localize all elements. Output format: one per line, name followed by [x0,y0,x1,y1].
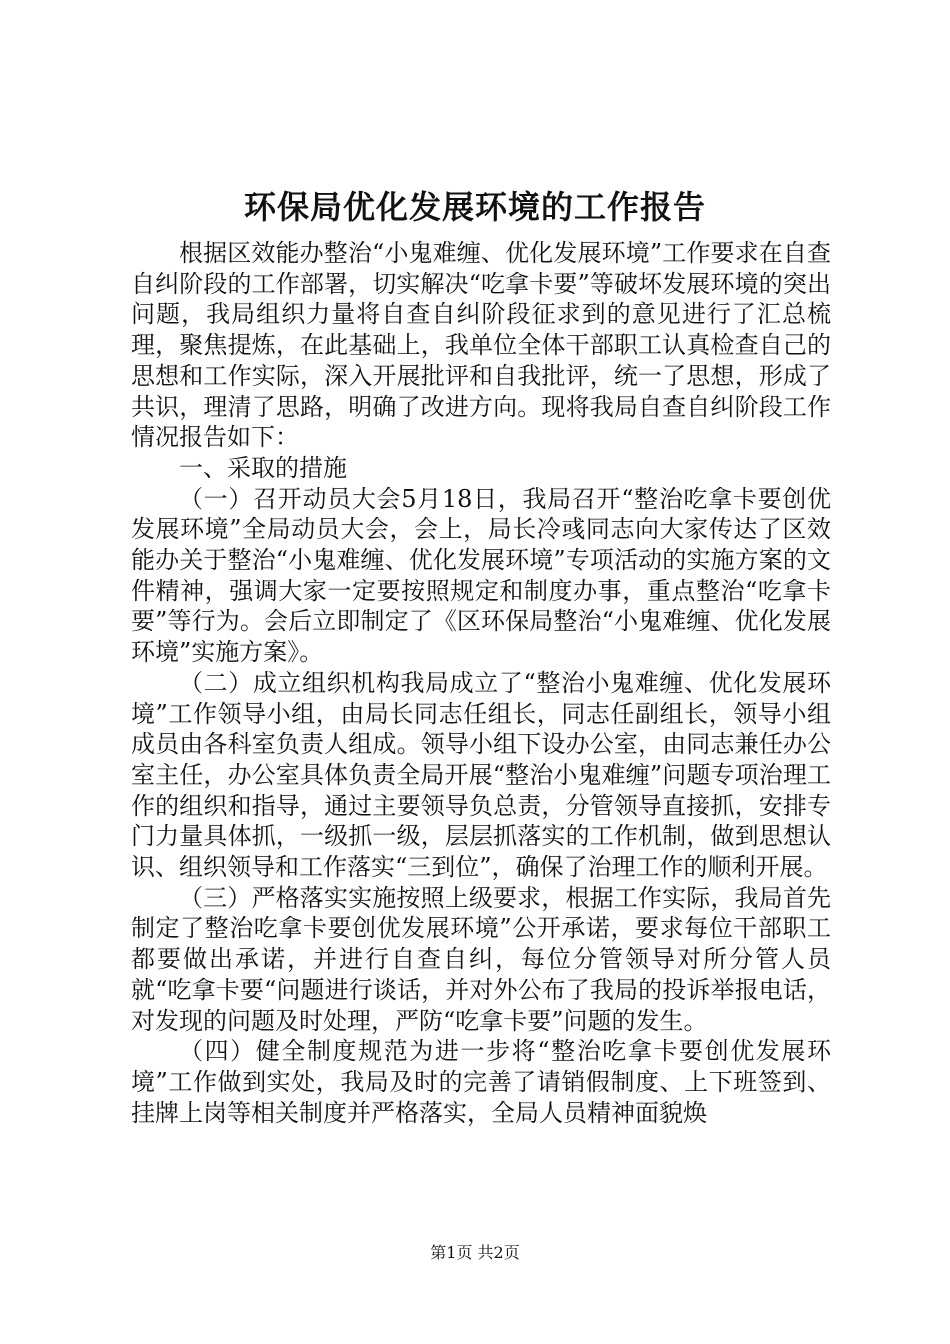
paragraph-organization: （二）成立组织机构我局成立了“整治小鬼难缠、优化发展环境”工作领导小组，由局长同志任组长，同志任副组长，领导小组成员由各科室负责人组成。领导小组下设办公室，由同志兼任办公室主任，办公室具体负责全局开展“整治小鬼难缠”问题专项治理工作的组织和指导，通过主要领导负总责，分管领导直接抓，安排专门力量具体抓，一级抓一级，层层抓落实的工作机制，做到思想认识、组织领导和工作落实“三到位”，确保了治理工作的顺利开展。 [131,668,831,882]
section-heading-measures: 一、采取的措施 [179,453,347,482]
document-body [131,238,831,1128]
paragraph-implementation: （三）严格落实实施按照上级要求，根据工作实际，我局首先制定了整治吃拿卡要创优发展环境”公开承诺，要求每位干部职工都要做出承诺，并进行自查自纠，每位分管领导对所分管人员就“吃拿卡要“问题进行谈话，并对外公布了我局的投诉举报电话，对发现的问题及时处理，严防“吃拿卡要”问题的发生。 [131,883,831,1035]
document-title: 环保局优化发展环境的工作报告 [243,188,706,226]
paragraph-system-norms: （四）健全制度规范为进一步将“整治吃拿卡要创优发展环境”工作做到实处，我局及时的完善了请销假制度、上下班签到、挂牌上岗等相关制度并严格落实，全局人员精神面貌焕 [131,1037,831,1127]
page-number-footer: 第1页 共2页 [430,1243,520,1262]
paragraph-intro: 根据区效能办整治“小鬼难缠、优化发展环境”工作要求在自查自纠阶段的工作部署，切实解决“吃拿卡要”等破坏发展环境的突出问题，我局组织力量将自查自纠阶段征求到的意见进行了汇总梳理，聚焦提炼，在此基础上，我单位全体干部职工认真检查自己的思想和工作实际，深入开展批评和自我批评，统一了思想，形成了共识，理清了思路，明确了改进方向。现将我局自查自纠阶段工作情况报告如下： [131,239,831,452]
paragraph-mobilization-meeting: （一）召开动员大会5月18日，我局召开“整治吃拿卡要创优发展环境”全局动员大会，会上，局长冷彧同志向大家传达了区效能办关于整治“小鬼难缠、优化发展环境”专项活动的实施方案的文件精神，强调大家一定要按照规定和制度办事，重点整治“吃拿卡要”等行为。会后立即制定了《区环保局整治“小鬼难缠、优化发展环境”实施方案》。 [131,484,831,667]
